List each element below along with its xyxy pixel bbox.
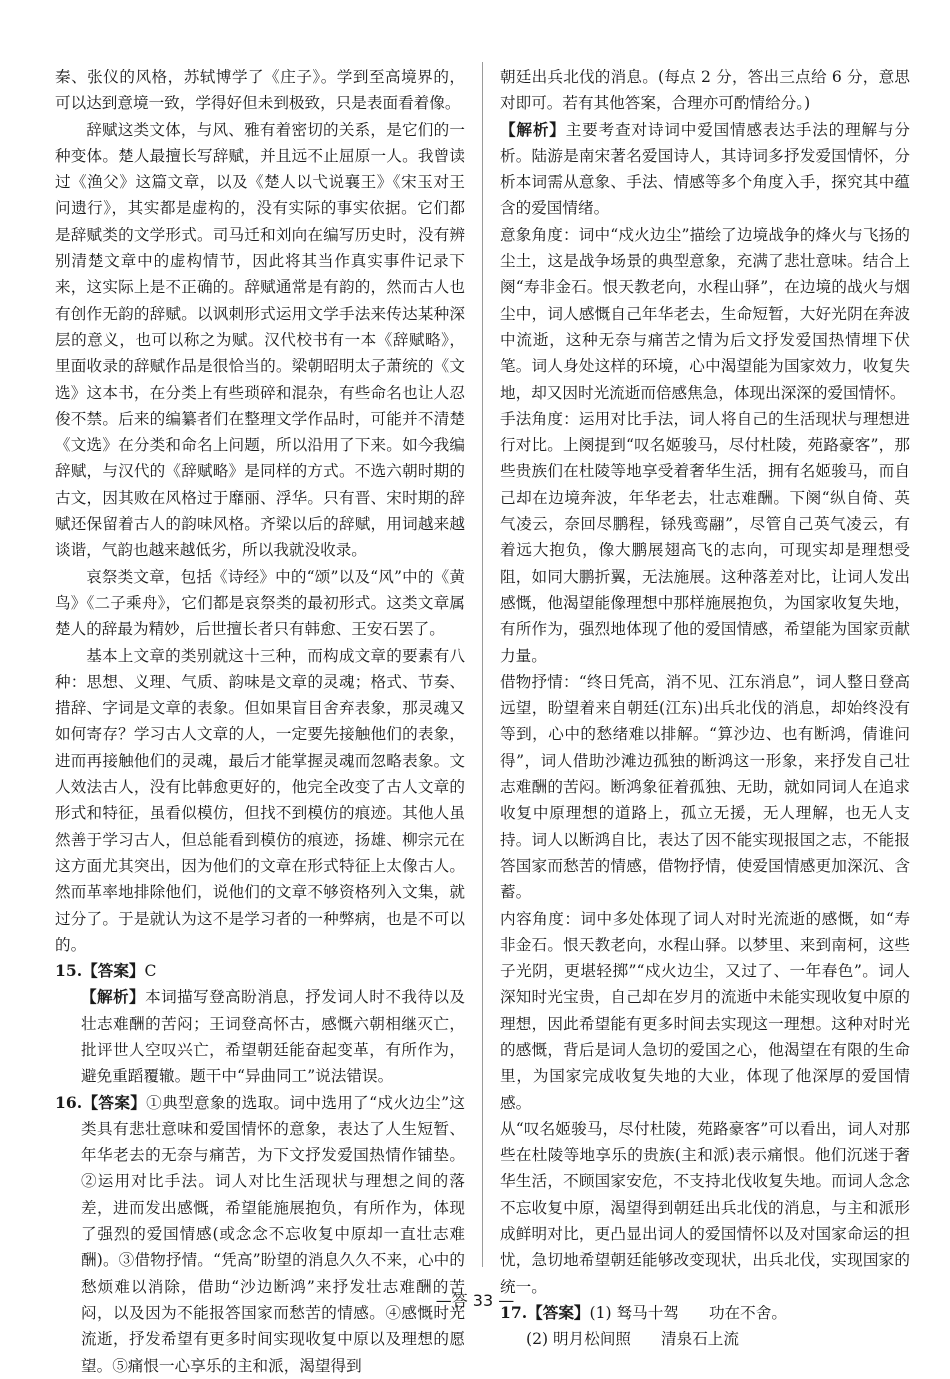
question-16-analysis-tag: 【解析】: [500, 119, 566, 139]
question-16: [55, 1090, 465, 1379]
paragraph-aiji: 哀祭类文章，包括《诗经》中的“颂”以及“风”中的《黄鸟》《二子乘舟》，它们都是哀祭类的最初形式。这类文章属楚人的辞最为精妙，后世擅长者只有韩愈、王安石罢了。: [55, 567, 465, 639]
page-number: —答 33 —: [435, 1291, 515, 1310]
analysis-content: 内容角度：词中多处体现了词人对时光流逝的感慨，如“寿非金石。恨天教老向，水程山驿。以梦里、来到南柯，这些子光阴，更堪轻掷”“戍火边尘，又过了、一年春色”。词人深知时光宝贵，自己却在岁月的流逝中未能实现收复中原的理想，因此希望能有更多时间去实现这一理想。这种对时光的感慨，背后是词人急切的爱国之心，他渴望在有限的生命里，为国家完成收复失地的大业，体现了他深厚的爱国情感。: [500, 909, 910, 1112]
question-15-analysis: [55, 984, 465, 1089]
question-17-line1-b: 功在不舍。: [708, 1303, 787, 1322]
question-15: [55, 958, 465, 984]
analysis-contrast: 从“叹名姬骏马，尽付杜陵，苑路豪客”可以看出，词人对那些在杜陵等地享乐的贵族(主和派)表示痛恨。他们沉迷于奢华生活，不顾国家安危，不支持北伐收复失地。而词人念念不忘收复中原，渴望得到朝廷出兵北伐的消息，与主和派形成鲜明对比，更凸显出词人的爱国情怀以及对国家命运的担忧，急切地希望朝廷能够改变现状，出兵北伐，实现国家的统一。: [500, 1119, 910, 1296]
question-17-number: 17.: [500, 1302, 528, 1322]
question-15-analysis-text: 本词描写登高盼消息，抒发词人时不我待以及壮志难酬的苦闷；王词登高怀古，感慨六朝相继灭亡，批评世人空叹兴亡，希望朝廷能奋起变革，有所作为，避免重蹈覆辙。题干中“异曲同工”说法错误。: [81, 988, 465, 1086]
question-17-line2-a: (2) 明月松间照: [526, 1330, 632, 1349]
question-16-number: 16.: [55, 1092, 83, 1112]
question-15-analysis-tag: 【解析】: [81, 987, 146, 1007]
question-17-line2-b: 清泉石上流: [661, 1330, 739, 1349]
question-15-number: 15.: [55, 961, 83, 981]
question-16-analysis: [500, 117, 910, 222]
question-17-answer-tag: 【答案】: [527, 1302, 590, 1322]
question-17-line1-a: (1) 驽马十驾: [589, 1303, 679, 1322]
question-15-answer: C: [144, 962, 157, 981]
question-16-answer: ①典型意象的选取。词中选用了“戍火边尘”这类具有悲壮意味和爱国情怀的意象，表达了人生短暂、年华老去的无奈与痛苦，为下文抒发爱国热情作铺垫。②运用对比手法。词人对比生活现状与理想之间的落差，进而发出感慨，希望能施展抱负，有所作为，体现了强烈的爱国情感(或念念不忘收复中原却一直壮志难酬)。③借物抒情。“凭高”盼望的消息久久不来，心中的愁烦难以消除，借助“沙边断鸿”来抒发壮志难酬的苦闷，以及因为不能报答国家而愁苦的情感。④感慨时光流逝，抒发希望有更多时间实现收复中原以及理想的愿望。⑤痛恨一心享乐的主和派，渴望得到: [81, 1093, 465, 1375]
question-16-scoring: 朝廷出兵北伐的消息。(每点 2 分，答出三点给 6 分，意思对即可。若有其他答案，合理亦可酌情给分。): [500, 68, 910, 113]
paragraph-cifu: 辞赋这类文体，与风、雅有着密切的关系，是它们的一种变体。楚人最擅长写辞赋，并且远不止屈原一人。我曾读过《渔父》这篇文章，以及《楚人以弋说襄王》《宋玉对王问遗行》，其实都是虚构的，没有实际的事实依据。它们都是辞赋类的文学形式。司马迁和刘向在编写历史时，没有辨别清楚文章中的虚构情节，因此将其当作真实事件记录下来，这实际上是不正确的。辞赋通常是有韵的，然而古人也有创作无韵的辞赋。以讽刺形式运用文学手法来传达某种深层的意义，也可以称之为赋。汉代校书有一本《辞赋略》，里面收录的辞赋作品是很恰当的。梁朝昭明太子萧统的《文选》这本书，在分类上有些琐碎和混杂，有些命名也让人忍俊不禁。后来的编纂者们在整理文学作品时，可能并不清楚《文选》在分类和命名上问题，所以沿用了下来。如今我编辞赋，与汉代的《辞赋略》是同样的方式。不选六朝时期的古文，因其败在风格过于靡丽、浮华。只有晋、宋时期的辞赋还保留着古人的韵味风格。齐梁以后的辞赋，用词越来越谈谐，气韵也越来越低劣，所以我就没收录。: [55, 120, 465, 560]
question-17-line2: [500, 1326, 910, 1352]
analysis-lyric: 借物抒情：“终日凭高，消不见、江东消息”，词人整日登高远望，盼望着来自朝廷(江东)出兵北伐的消息，却始终没有等到，心中的愁绪难以排解。“算沙边、也有断鸿，倩谁问得”，词人借助沙滩边孤独的断鸿这一形象，来抒发自己壮志难酬的苦闷。断鸿象征着孤独、无助，就如同词人在追求收复中原理想的道路上，孤立无援，无人理解，也无人支持。词人以断鸿自比，表达了因不能实现报国之志，不能报答国家而愁苦的情感，借物抒情，使爱国情感更加深沉、含蓄。: [500, 672, 910, 902]
analysis-technique: 手法角度：运用对比手法，词人将自己的生活现状与理想进行对比。上阕提到“叹名姬骏马，尽付杜陵，苑路豪客”，那些贵族们在杜陵等地享受着奢华生活，拥有名姬骏马，而自己却在边境奔波，年华老去，壮志难酬。下阕“纵自倚、英气凌云，奈回尽鹏程，铩残鸾翮”，尽管自己英气凌云，有着远大抱负，像大鹏展翅高飞的志向，可现实却是理想受阻，如同大鹏折翼，无法施展。这种落差对比，让词人发出感慨，他渴望能像理想中那样施展抱负，为国家收复失地，有所作为，强烈地体现了他的爱国情感，希望能为国家贡献力量。: [500, 409, 910, 665]
left-column: [55, 64, 465, 1379]
column-divider: [482, 62, 483, 1267]
analysis-imagery: 意象角度：词中“戍火边尘”描绘了边境战争的烽火与飞扬的尘土，这是战争场景的典型意象，充满了悲壮意味。结合上阕“寿非金石。恨天教老向，水程山驿”，在边境的战火与烟尘中，词人感慨自己年华老去，生命短暂，大好光阴在奔波中流逝，这种无奈与痛苦之情为后文抒发爱国热情埋下伏笔。词人身处这样的环境，心中渴望能为国家效力，收复失地，却又因时光流逝而倍感焦急，体现出深深的爱国情怀。: [500, 225, 910, 402]
paragraph-elements: 基本上文章的类别就这十三种，而构成文章的要素有八种：思想、义理、气质、韵味是文章的灵魂；格式、节奏、措辞、字词是文章的表象。但如果盲目舍弃表象，那灵魂又如何寄存？学习古人文章的人，一定要先接触他们的表象，进而再接触他们的灵魂，最后才能掌握灵魂而忽略表象。文人效法古人，没有比韩愈更好的，他完全改变了古人文章的形式和特征，虽看似模仿，但找不到模仿的痕迹。其他人虽然善于学习古人，但总能看到模仿的痕迹，扬雄、柳宗元在这方面尤其突出，因为他们的文章在形式特征上太像古人。然而革率地排除他们，说他们的文章不够资格列入文集，就过分了。于是就认为这不是学习者的一种弊病，也是不可以的。: [55, 646, 465, 954]
question-15-answer-tag: 【答案】: [82, 961, 145, 981]
question-16-answer-tag: 【答案】: [82, 1092, 147, 1112]
paragraph-styles: 秦、张仪的风格，苏轼博学了《庄子》。学到至高境界的，可以达到意境一致，学得好但未到极致，只是表面看着像。: [55, 68, 465, 113]
question-16-analysis-text: 主要考查对诗词中爱国情感表达手法的理解与分析。陆游是南宋著名爱国诗人，其诗词多抒发爱国情怀，分析本词需从意象、手法、情感等多个角度入手，探究其中蕴含的爱国情绪。: [500, 120, 910, 218]
right-column: [500, 64, 910, 1353]
